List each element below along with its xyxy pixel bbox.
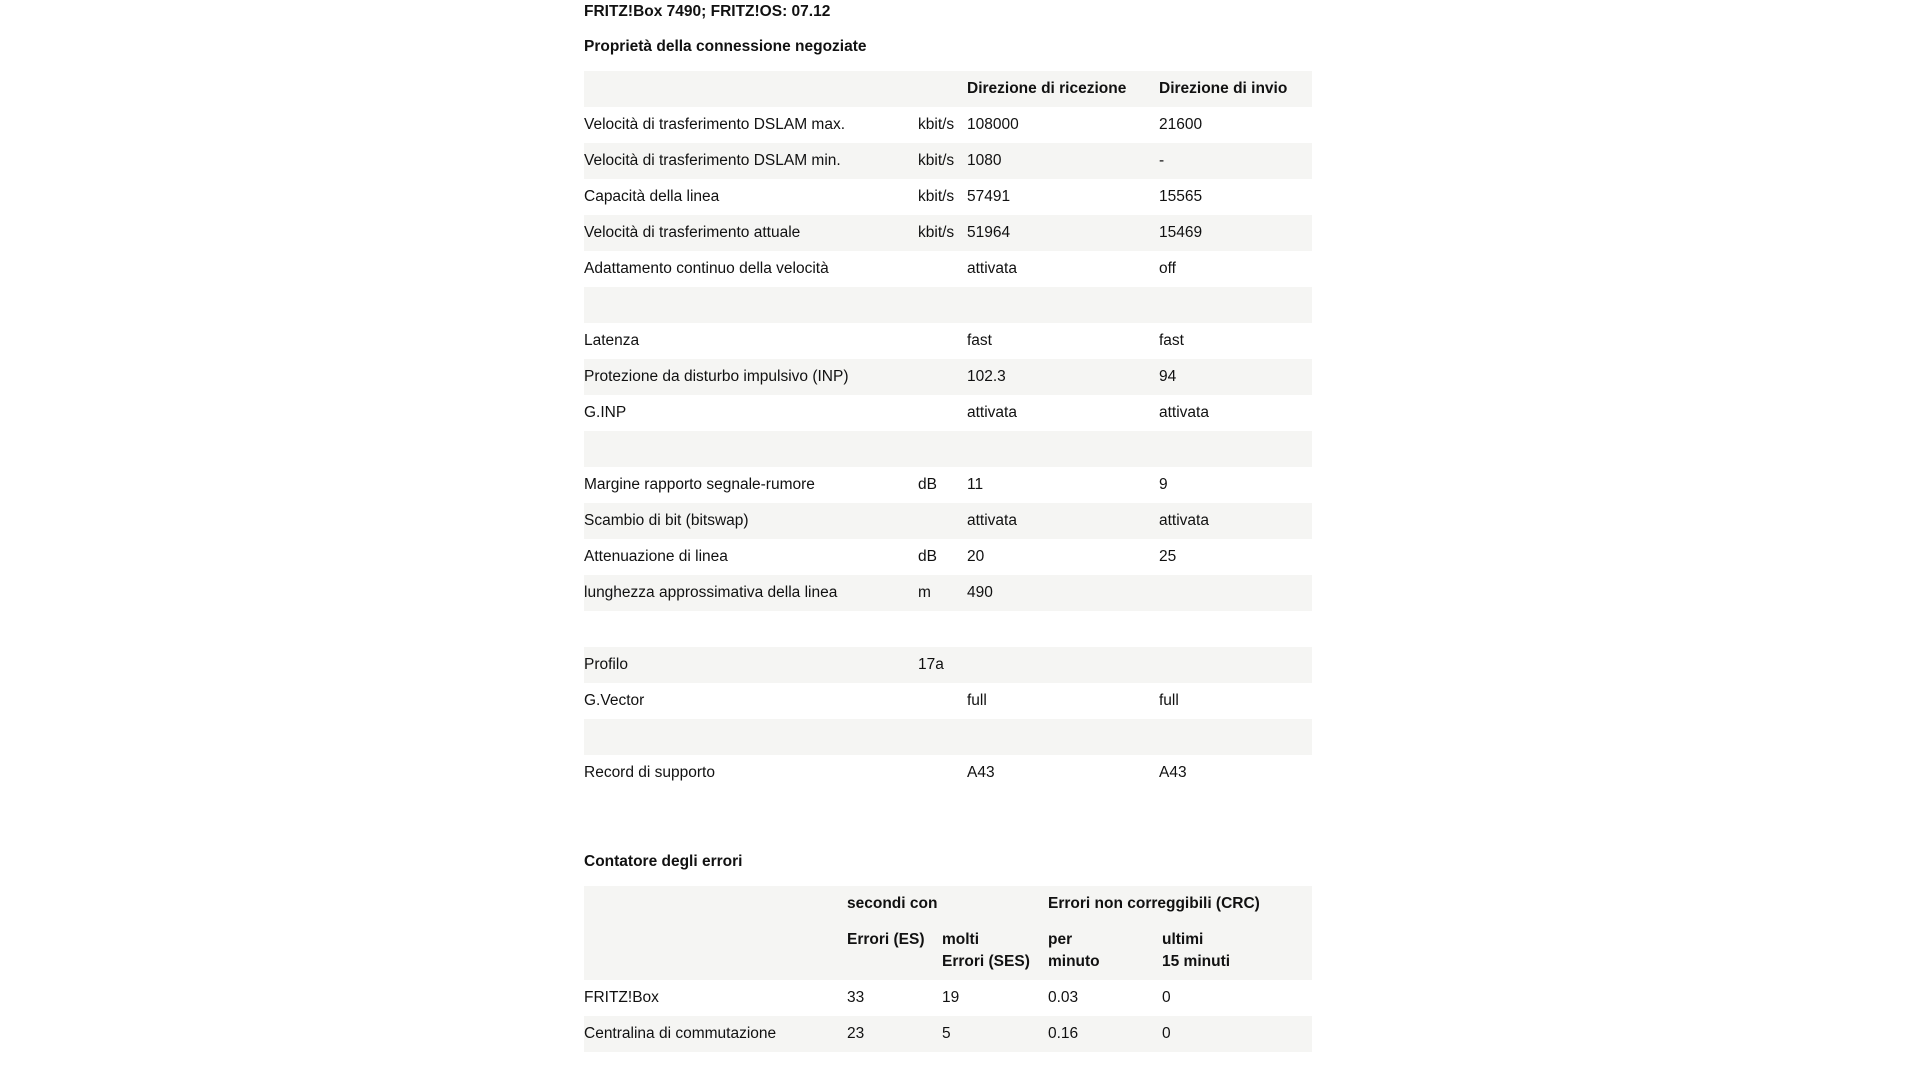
row-label: Latenza (584, 332, 640, 349)
row-send-value: fast (1159, 332, 1184, 349)
row-es-value: 23 (847, 1025, 865, 1042)
row-send-value: A43 (1159, 764, 1187, 781)
row-receive-value: attivata (967, 260, 1017, 277)
row-label: Velocità di trasferimento DSLAM min. (584, 152, 841, 169)
row-es-value: 33 (847, 989, 865, 1006)
row-send-value: 9 (1159, 476, 1168, 493)
row-ses-value: 5 (942, 1025, 951, 1042)
col-es-header: Errori (ES) (847, 931, 925, 948)
row-send-value: 25 (1159, 548, 1177, 565)
table-row (584, 143, 1312, 179)
table-row (584, 107, 1312, 143)
col-receive-header: Direzione di ricezione (967, 80, 1127, 97)
row-label: lunghezza approssimativa della linea (584, 584, 838, 601)
row-send-value: full (1159, 692, 1179, 709)
connection-rows (584, 107, 1312, 791)
col-ses-header-line1: molti (942, 931, 980, 948)
table-row (584, 467, 1312, 503)
device-title: FRITZ!Box 7490; FRITZ!OS: 07.12 (584, 3, 831, 20)
col-send-header: Direzione di invio (1159, 80, 1288, 97)
errors-header-row (584, 886, 1312, 980)
row-label: Record di supporto (584, 764, 715, 781)
table-row (584, 683, 1312, 719)
row-receive-value: attivata (967, 404, 1017, 421)
connection-table (584, 71, 1312, 791)
row-unit: dB (918, 476, 937, 493)
col-per-minute-header-line2: minuto (1048, 953, 1100, 970)
row-send-value: 15565 (1159, 188, 1203, 205)
row-per-minute-value: 0.03 (1048, 989, 1079, 1006)
spacer-row (584, 431, 1312, 467)
col-ses-header-line2: Errori (SES) (942, 953, 1030, 970)
col-per-minute-header-line1: per (1048, 931, 1073, 948)
errors-rows (584, 980, 1312, 1052)
connection-heading: Proprietà della connessione negoziate (584, 38, 867, 55)
row-receive-value: A43 (967, 764, 995, 781)
row-receive-value: 1080 (967, 152, 1002, 169)
col-last15-header-line1: ultimi (1162, 931, 1204, 948)
row-receive-value: 102.3 (967, 368, 1006, 385)
row-label: Adattamento continuo della velocità (584, 260, 829, 277)
spacer-row (584, 611, 1312, 647)
table-row (584, 251, 1312, 287)
row-receive-value: 11 (967, 476, 984, 493)
row-send-value: 15469 (1159, 224, 1203, 241)
row-label: Centralina di commutazione (584, 1025, 777, 1042)
row-label: Velocità di trasferimento DSLAM max. (584, 116, 846, 133)
row-receive-value: fast (967, 332, 992, 349)
row-label: Protezione da disturbo impulsivo (INP) (584, 368, 849, 385)
table-row (584, 395, 1312, 431)
table-row (584, 647, 1312, 683)
row-label: G.Vector (584, 692, 645, 709)
row-send-value: off (1159, 260, 1176, 277)
row-send-value: attivata (1159, 404, 1209, 421)
row-label: Velocità di trasferimento attuale (584, 224, 801, 241)
connection-header-row (584, 71, 1312, 107)
spacer-row (584, 719, 1312, 755)
table-row (584, 179, 1312, 215)
table-row (584, 215, 1312, 251)
row-unit: m (918, 584, 931, 601)
row-unit: kbit/s (918, 224, 955, 241)
row-unit: 17a (918, 656, 944, 673)
row-unit: dB (918, 548, 937, 565)
table-row (584, 503, 1312, 539)
row-receive-value: full (967, 692, 987, 709)
row-label: Margine rapporto segnale-rumore (584, 476, 815, 493)
group-crc-header: Errori non correggibili (CRC) (1048, 895, 1260, 912)
row-receive-value: attivata (967, 512, 1017, 529)
col-last15-header-line2: 15 minuti (1162, 953, 1231, 970)
table-row (584, 1016, 1312, 1052)
row-unit: kbit/s (918, 116, 955, 133)
row-last15-value: 0 (1162, 1025, 1171, 1042)
table-row (584, 359, 1312, 395)
row-label: Scambio di bit (bitswap) (584, 512, 749, 529)
row-receive-value: 108000 (967, 116, 1019, 133)
row-ses-value: 19 (942, 989, 960, 1006)
row-per-minute-value: 0.16 (1048, 1025, 1079, 1042)
row-label: FRITZ!Box (584, 989, 659, 1006)
row-label: Capacità della linea (584, 188, 720, 205)
table-row (584, 755, 1312, 791)
group-seconds-header: secondi con (847, 895, 938, 912)
row-unit: kbit/s (918, 152, 955, 169)
row-send-value: - (1159, 152, 1165, 169)
errors-heading: Contatore degli errori (584, 853, 743, 870)
row-last15-value: 0 (1162, 989, 1171, 1006)
row-receive-value: 57491 (967, 188, 1011, 205)
errors-table (584, 886, 1312, 1052)
table-row (584, 539, 1312, 575)
table-row (584, 323, 1312, 359)
table-row (584, 575, 1312, 611)
row-receive-value: 490 (967, 584, 993, 601)
table-row (584, 980, 1312, 1016)
row-unit: kbit/s (918, 188, 955, 205)
row-label: Attenuazione di linea (584, 548, 728, 565)
row-label: G.INP (584, 404, 627, 421)
row-send-value: attivata (1159, 512, 1209, 529)
spacer-row (584, 287, 1312, 323)
row-send-value: 94 (1159, 368, 1177, 385)
row-send-value: 21600 (1159, 116, 1203, 133)
row-label: Profilo (584, 656, 628, 673)
row-receive-value: 20 (967, 548, 985, 565)
row-receive-value: 51964 (967, 224, 1011, 241)
